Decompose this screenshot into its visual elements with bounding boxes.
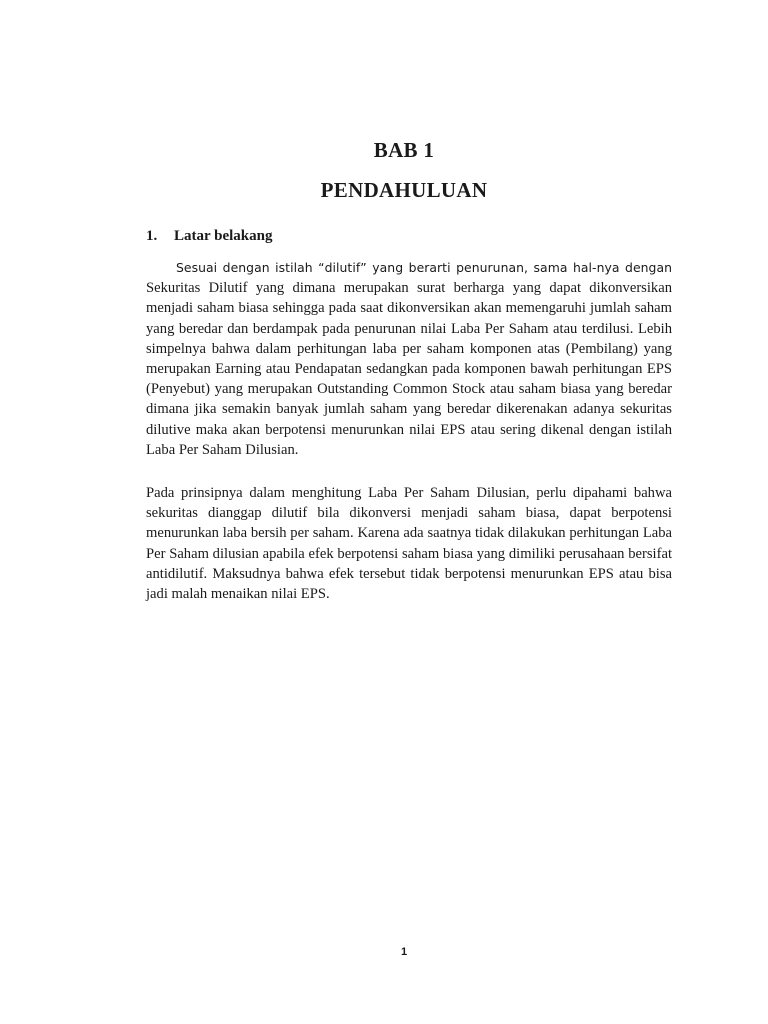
paragraph-1-lead: Sesuai dengan istilah “dilutif” yang berarti penurunan, sama hal-nya dengan — [176, 260, 672, 275]
section-number: 1. — [146, 228, 158, 244]
chapter-title: PENDAHULUAN — [320, 178, 488, 202]
paragraph-2: Pada prinsipnya dalam menghitung Laba Per Saham Dilusian, perlu dipahami bahwa sekuritas dianggap dilutif bila dikonversi menjadi saham biasa, dapat berpotensi menurunkan laba bersih per saham. Karena ada saatnya tidak dilakukan perhitungan Laba Per Saham dilusian apabila efek berpotensi saham biasa yang dimiliki perusahaan bersifat antidilutif. Maksudnya bahwa efek tersebut tidak berpotensi menurunkan EPS atau bisa jadi malah menaikan nilai EPS. — [146, 485, 672, 603]
paragraph-1-body: Sekuritas Dilutif yang dimana merupakan surat berharga yang dapat dikonversikan menjadi saham biasa sehingga pada saat dikonversikan akan memengaruhi jumlah saham yang beredar dan berdampak pada penurunan nilai Laba Per Saham atau terdilusi. Lebih simpelnya bahwa dalam perhitungan laba per saham komponen atas (Pembilang) yang merupakan Earning atau Pendapatan sedangkan pada komponen bawah perhitungan EPS (Penyebut) yang merupakan Outstanding Common Stock atau saham biasa yang beredar dimana jika semakin banyak jumlah saham yang beredar dikerenakan adanya sekuritas dilutive maka akan berpotensi menurunkan nilai EPS atau sering dikenal dengan istilah Laba Per Saham Dilusian. — [146, 280, 672, 458]
section-title: Latar belakang — [174, 228, 273, 244]
section-heading — [146, 228, 273, 245]
chapter-number: BAB 1 — [373, 138, 435, 162]
paragraph-1 — [146, 258, 672, 460]
page-number: 1 — [400, 946, 408, 958]
